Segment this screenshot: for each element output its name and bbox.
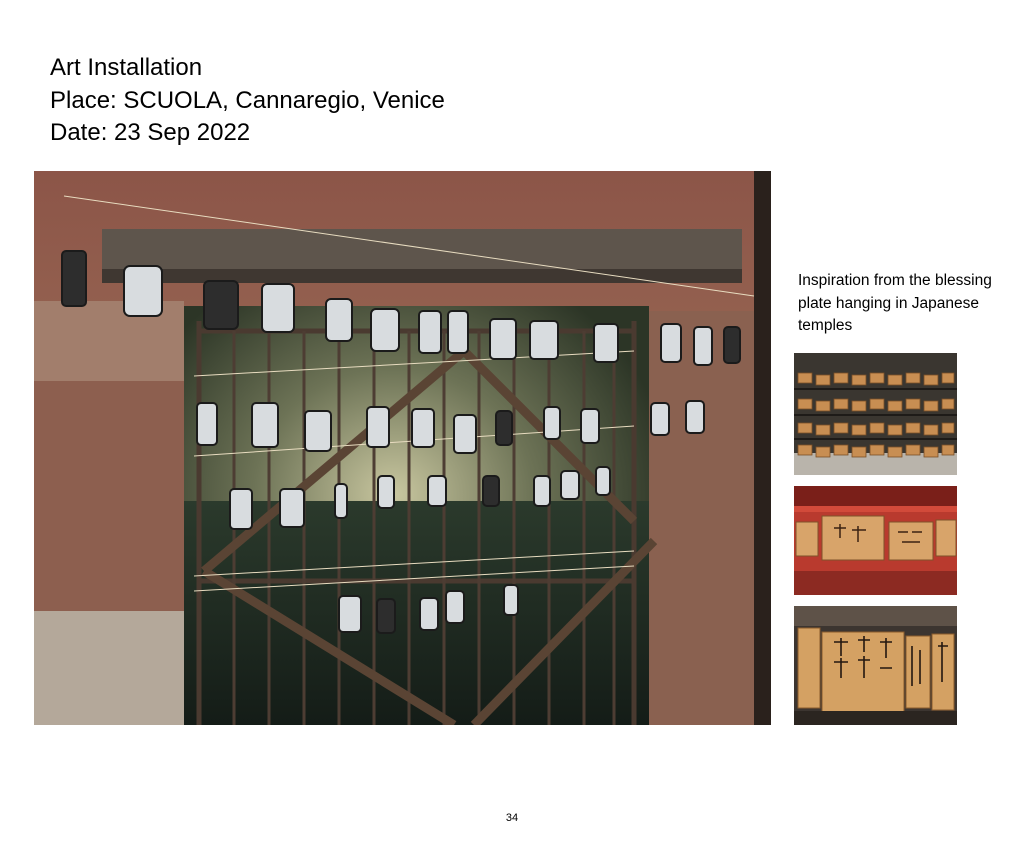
temple-plaques-graphic-3 — [794, 606, 957, 725]
temple-plaques-photo-2 — [794, 486, 957, 595]
installation-photo-graphic — [34, 171, 771, 725]
temple-plaques-graphic-2 — [794, 486, 957, 595]
page-number: 34 — [505, 812, 519, 824]
inspiration-caption: Inspiration from the blessing plate hanging in Japanese temples — [798, 272, 992, 334]
slide-title: Art Installation — [50, 54, 203, 81]
temple-plaques-photo-3 — [794, 606, 957, 725]
temple-plaques-photo-1 — [794, 353, 957, 475]
slide-date: Date: 23 Sep 2022 — [50, 119, 251, 146]
temple-plaques-graphic-1 — [794, 353, 957, 475]
slide-place: Place: SCUOLA, Cannaregio, Venice — [50, 86, 445, 114]
installation-photo — [34, 171, 771, 725]
slide-title-block — [50, 52, 445, 150]
